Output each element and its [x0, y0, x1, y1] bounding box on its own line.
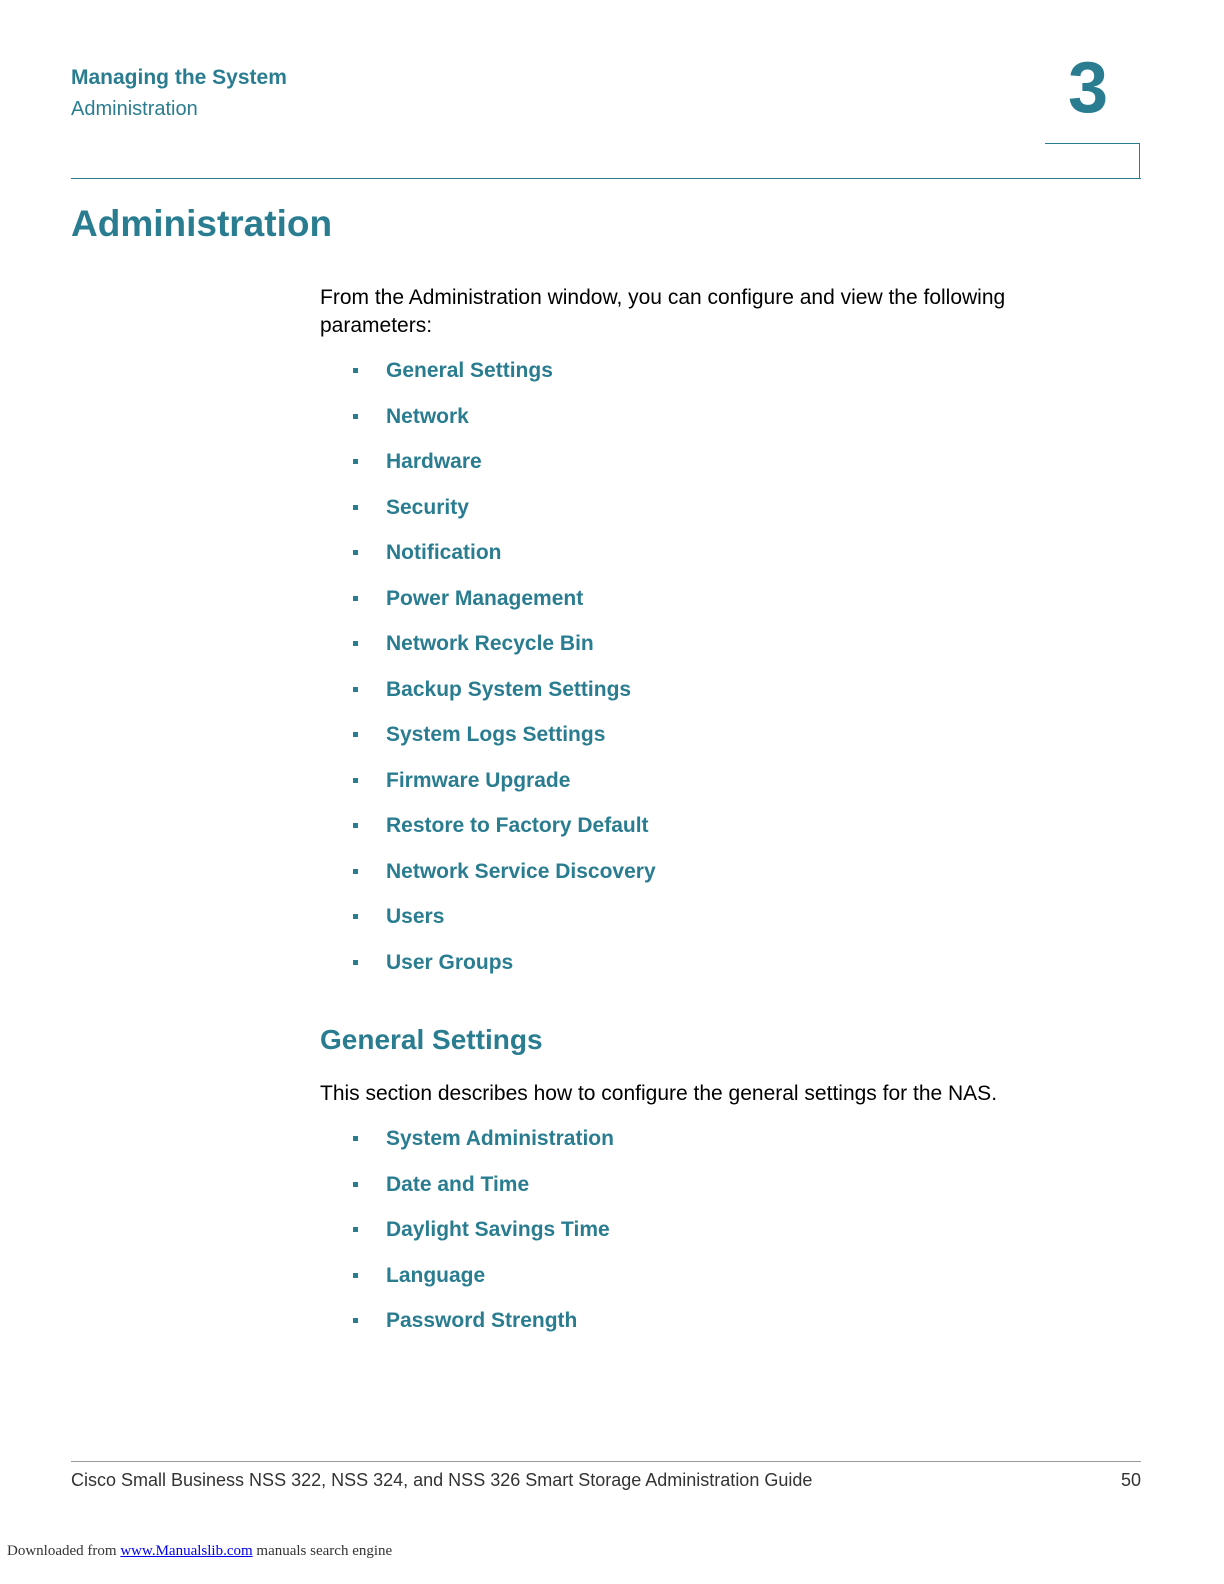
list-item — [352, 1126, 614, 1172]
bullet-icon — [353, 596, 358, 601]
bullet-icon — [353, 1182, 358, 1187]
bullet-icon — [353, 1227, 358, 1232]
list-item — [352, 586, 656, 632]
bullet-icon — [353, 1136, 358, 1141]
link-restore-factory-default[interactable]: Restore to Factory Default — [386, 814, 649, 837]
bullet-icon — [353, 505, 358, 510]
list-item — [352, 495, 656, 541]
bullet-icon — [353, 960, 358, 965]
list-item — [352, 768, 656, 814]
list-item — [352, 404, 656, 450]
bullet-icon — [353, 1273, 358, 1278]
link-backup-system-settings[interactable]: Backup System Settings — [386, 677, 632, 701]
list-item — [352, 1172, 614, 1218]
bullet-icon — [353, 459, 358, 464]
link-network-recycle-bin[interactable]: Network Recycle Bin — [386, 632, 594, 655]
general-settings-paragraph: This section describes how to configure the general settings for the NAS. — [320, 1082, 998, 1105]
list-item — [352, 950, 656, 996]
list-item — [352, 813, 656, 859]
list-item — [352, 722, 656, 768]
bullet-icon — [353, 869, 358, 874]
link-user-groups[interactable]: User Groups — [386, 950, 514, 974]
list-item — [352, 859, 656, 905]
manualslib-link[interactable]: www.Manualslib.com — [120, 1543, 253, 1559]
link-daylight-savings-time[interactable]: Daylight Savings Time — [386, 1218, 610, 1241]
list-item — [352, 631, 656, 677]
bullet-icon — [353, 414, 358, 419]
list-item — [352, 1217, 614, 1263]
section-heading-general-settings: General Settings — [320, 1024, 543, 1055]
link-system-logs-settings[interactable]: System Logs Settings — [386, 723, 606, 746]
download-suffix: manuals search engine — [252, 1543, 393, 1559]
list-item — [352, 358, 656, 404]
list-item — [352, 904, 656, 950]
running-header-section-title: Administration — [71, 98, 198, 120]
bullet-icon — [353, 687, 358, 692]
link-password-strength[interactable]: Password Strength — [386, 1309, 578, 1332]
page-number: 50 — [1120, 1470, 1141, 1490]
footer-rule — [71, 1461, 1141, 1462]
link-network-service-discovery[interactable]: Network Service Discovery — [386, 859, 656, 883]
link-general-settings[interactable]: General Settings — [386, 359, 553, 382]
bullet-icon — [353, 641, 358, 646]
link-power-management[interactable]: Power Management — [386, 586, 584, 610]
bullet-icon — [353, 914, 358, 919]
intro-paragraph: From the Administration window, you can configure and view the following parameters: — [320, 286, 1006, 337]
footer-guide-title: Cisco Small Business NSS 322, NSS 324, and NSS 326 Smart Storage Administration Guide — [71, 1470, 813, 1490]
bullet-icon — [353, 368, 358, 373]
general-settings-list — [352, 1126, 614, 1354]
admin-parameters-list — [352, 358, 656, 995]
list-item — [352, 540, 656, 586]
link-users[interactable]: Users — [386, 905, 445, 928]
bullet-icon — [353, 778, 358, 783]
bullet-icon — [353, 823, 358, 828]
list-item — [352, 1308, 614, 1354]
link-hardware[interactable]: Hardware — [386, 450, 482, 473]
download-prefix: Downloaded from — [7, 1543, 121, 1559]
link-date-and-time[interactable]: Date and Time — [386, 1172, 530, 1196]
link-notification[interactable]: Notification — [386, 541, 502, 564]
link-security[interactable]: Security — [386, 495, 469, 519]
list-item — [352, 1263, 614, 1309]
bullet-icon — [353, 732, 358, 737]
list-item — [352, 677, 656, 723]
page-title: Administration — [71, 203, 333, 244]
link-language[interactable]: Language — [386, 1263, 486, 1287]
link-system-administration[interactable]: System Administration — [386, 1127, 614, 1150]
link-network[interactable]: Network — [386, 404, 469, 428]
bullet-icon — [353, 550, 358, 555]
chapter-number: 3 — [1068, 48, 1109, 128]
bullet-icon — [353, 1318, 358, 1323]
download-notice — [7, 1543, 392, 1560]
chapter-tab-divider — [1045, 143, 1140, 178]
list-item — [352, 449, 656, 495]
header-rule — [71, 178, 1141, 179]
running-header-chapter-title: Managing the System — [71, 66, 287, 89]
link-firmware-upgrade[interactable]: Firmware Upgrade — [386, 768, 571, 792]
